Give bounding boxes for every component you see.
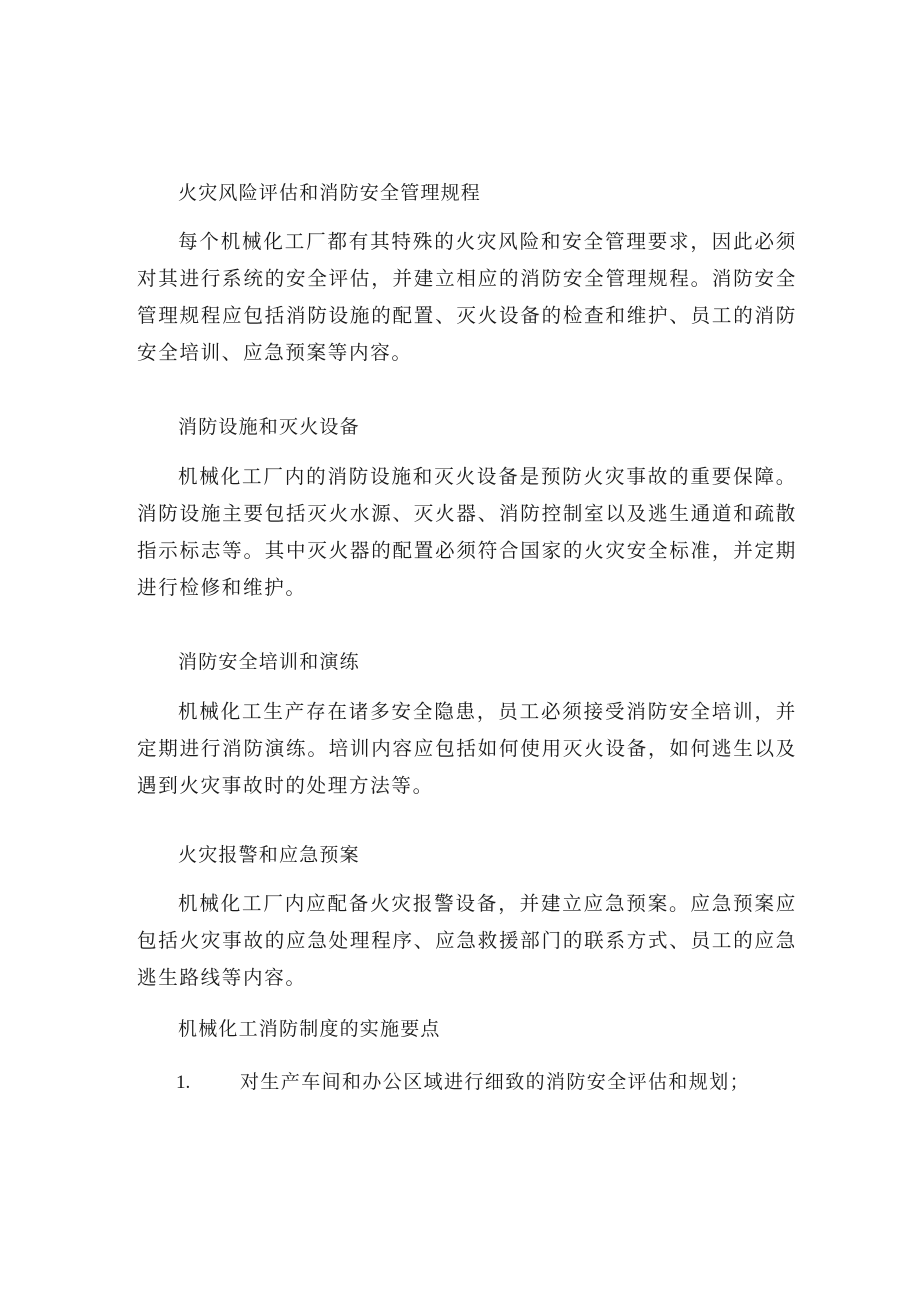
section-heading-alarm: 火灾报警和应急预案 [178,844,360,866]
section-body-alarm: 机械化工厂内应配备火灾报警设备，并建立应急预案。应急预案应包括火灾事故的应急处理程序、应急救援部门的联系方式、员工的应急逃生路线等内容。 [137,892,797,989]
list-item [176,1070,750,1095]
section-heading-facilities: 消防设施和灭火设备 [178,416,360,438]
section-body-fire-risk: 每个机械化工厂都有其特殊的火灾风险和安全管理要求，因此必须对其进行系统的安全评估，并建立相应的消防安全管理规程。消防安全管理规程应包括消防设施的配置、灭火设备的检查和维护、员工的消防安全培训、应急预案等内容。 [137,230,797,364]
section-body-training: 机械化工生产存在诸多安全隐患，员工必须接受消防安全培训，并定期进行消防演练。培训内容应包括如何使用灭火设备，如何逃生以及遇到火灾事故时的处理方法等。 [137,700,797,797]
list-item-number: 1. [176,1072,191,1093]
section-body-facilities: 机械化工厂内的消防设施和灭火设备是预防火灾事故的重要保障。消防设施主要包括灭火水源、灭火器、消防控制室以及逃生通道和疏散指示标志等。其中灭火器的配置必须符合国家的火灾安全标准，并定期进行检修和维护。 [137,465,797,599]
list-item-text: 对生产车间和办公区域进行细致的消防安全评估和规划； [240,1071,751,1093]
section-heading-fire-risk: 火灾风险评估和消防安全管理规程 [178,182,482,204]
section-heading-training: 消防安全培训和演练 [178,651,360,673]
section-heading-implementation: 机械化工消防制度的实施要点 [178,1018,441,1040]
